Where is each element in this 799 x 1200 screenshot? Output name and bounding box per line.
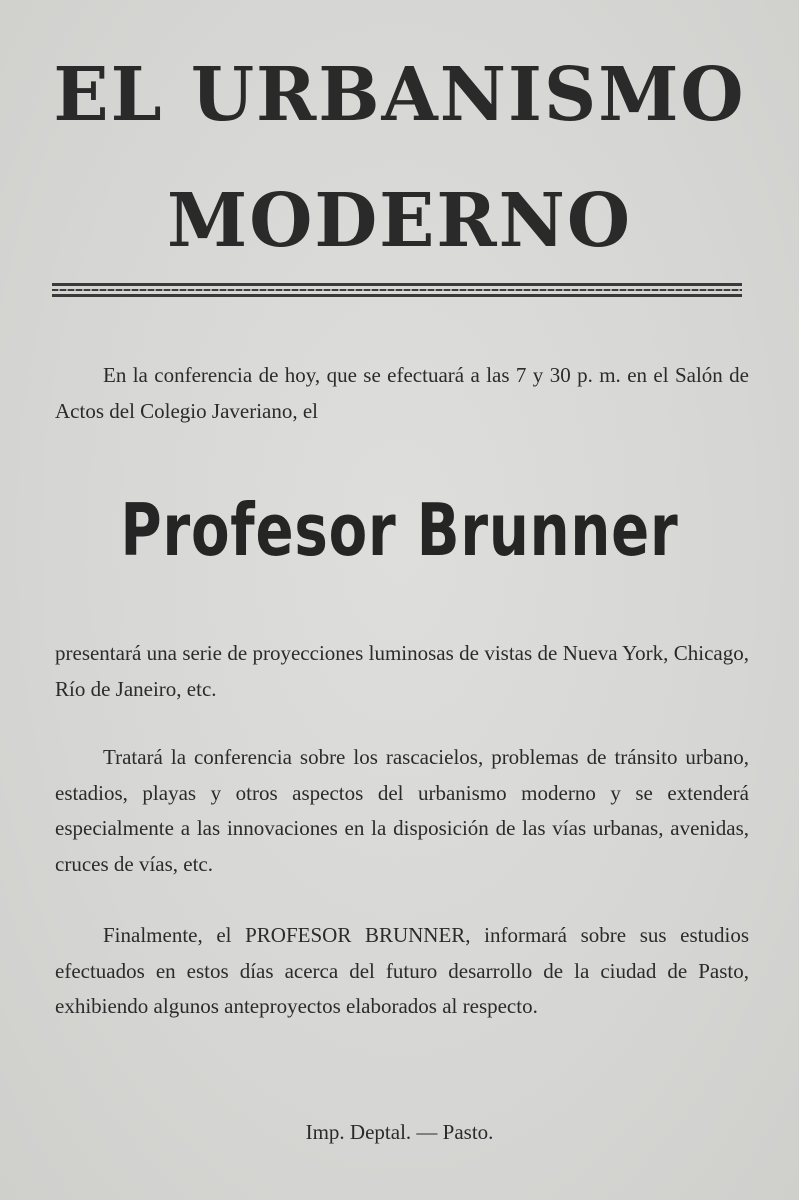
rule-line-bottom (52, 294, 742, 297)
imprint-footer: Imp. Deptal. — Pasto. (305, 1120, 494, 1144)
speaker-name: Profesor Brunner (120, 488, 679, 572)
intro-paragraph: En la conferencia de hoy, que se efectuará a las 7 y 30 p. m. en el Salón de Actos del Colegio Javeriano, el (55, 363, 749, 423)
rule-line-top (52, 283, 742, 286)
rule-line-middle (52, 289, 742, 291)
title-line-2: MODERNO (166, 178, 633, 264)
final-paragraph: Finalmente, el PROFESOR BRUNNER, informará sobre sus estudios efectuados en estos días acerca del futuro desarrollo de la ciudad de Pasto, exhibiendo algunos anteproyectos elaborados al respecto. (55, 923, 749, 1018)
topics-paragraph: Tratará la conferencia sobre los rascacielos, problemas de tránsito urbano, estadios, playas y otros aspectos del urbanismo moderno y se extenderá especialmente a las innovaciones en la disposición de las vías urbanas, avenidas, cruces de vías, etc. (55, 745, 749, 876)
projections-paragraph: presentará una serie de proyecciones luminosas de vistas de Nueva York, Chicago, Río de Janeiro, etc. (55, 641, 749, 701)
title-line-1: EL URBANISMO (53, 52, 746, 138)
decorative-rule (52, 283, 742, 299)
